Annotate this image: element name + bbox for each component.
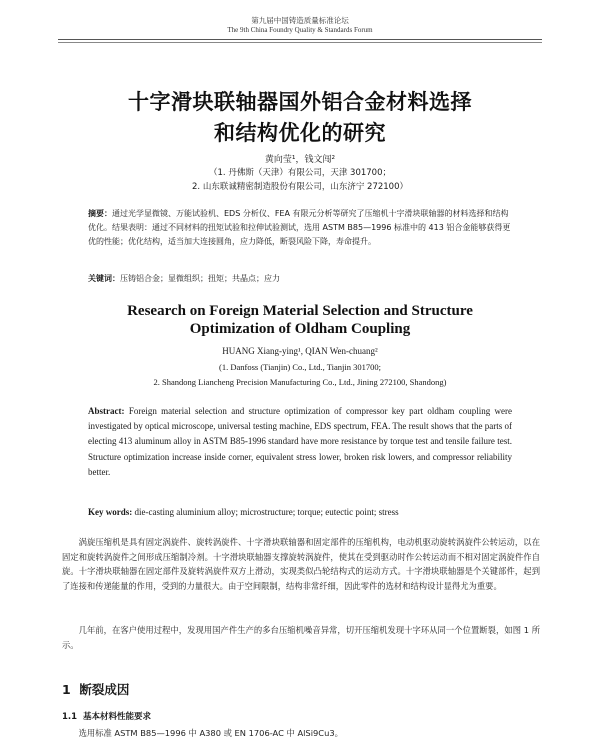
section-heading-1 (62, 680, 129, 698)
conference-title-en: The 9th China Foundry Quality & Standards Forum (227, 26, 373, 34)
abstract-zh-text: 通过光学显微镜、万能试验机、EDS 分析仪、FEA 有限元分析等研究了压缩机十字滑块联轴器的材料选择和结构优化。结果表明：通过不同材料的扭矩试验和拉伸试验测试，选用 ASTM B85—1996 标准中的 413 铝合金能够获得更优的性能；优化结构，适当加大连接圆角，应力降低，断裂风险下降，寿命提升。 (88, 209, 511, 246)
subsection-title: 基本材料性能要求 (82, 712, 151, 722)
title-zh-line2: 和结构优化的研究 (214, 121, 386, 145)
section-heading-1-1 (62, 710, 151, 722)
section-title: 断裂成因 (79, 682, 130, 697)
affiliation-en-1: (1. Danfoss (Tianjin) Co., Ltd., Tianjin 301700; (219, 362, 381, 372)
affiliation-en-2: 2. Shandong Liancheng Precision Manufacturing Co., Ltd., Jining 272100, Shandong) (153, 377, 447, 387)
affiliation-zh-2: 2. 山东联诚精密制造股份有限公司，山东济宁 272100） (192, 182, 408, 192)
keywords-zh-label: 关键词： (88, 274, 120, 283)
title-en-line2: Optimization of Oldham Coupling (189, 321, 411, 337)
affiliation-zh-1: （1. 丹佛斯（天津）有限公司，天津 301700； (209, 168, 391, 178)
keywords-zh-text: 压铸铝合金；显微组织；扭矩；共晶点；应力 (120, 274, 280, 283)
abstract-en-label: Abstract: (88, 406, 125, 416)
abstract-zh-label: 摘要： (88, 209, 112, 218)
subsection-number: 1.1 (62, 712, 78, 722)
abstract-zh (88, 207, 512, 249)
abstract-en-text: Foreign material selection and structure optimization of compressor key part oldham coupling were investigated by optical microscope, universal testing machine, EDS spectrum, FEA. The result shows that the parts of electing 413 aluminum alloy in ASTM B85-1996 standard have more resistance by torque test and tensile failure test. Structure optimization increase inside corner, equivalent stress lower, broken risk lowers, and compressor reliability better. (88, 406, 512, 477)
authors-en: HUANG Xiang-ying¹, QIAN Wen-chuang² (222, 346, 378, 356)
header-rule-thin (58, 42, 542, 43)
abstract-en (88, 404, 512, 480)
keywords-zh (88, 272, 512, 286)
title-en-line1: Research on Foreign Material Selection and Structure (127, 303, 473, 319)
conference-title-zh: 第九届中国铸造质量标准论坛 (251, 16, 349, 25)
keywords-en (88, 505, 512, 519)
keywords-en-label: Key words: (88, 507, 133, 517)
body-paragraph-1: 涡旋压缩机是具有固定涡旋件、旋转涡旋件、十字滑块联轴器和固定部件的压缩机构，电动机驱动旋转涡旋件公转运动，以在固定和旋转涡旋件之间形成压缩制冷剂。十字滑块联轴器支撑旋转涡旋件，使其在受到驱动时作公转运动而不相对固定涡旋件作自旋。十字滑块联轴器在固定部件及旋转涡旋件双方上滑动，实现类似凸轮结构式的运动方式。十字滑块联轴器是个关键部件，起到了连接和传递能量的作用，受到的力量很大。由于空间限制，结构非常纤细，因此零件的选材和结构设计显得尤为重要。 (62, 537, 540, 591)
title-zh-line1: 十字滑块联轴器国外铝合金材料选择 (128, 90, 472, 114)
body-last-line: 选用标准 ASTM B85—1996 中 A380 或 EN 1706-AC 中 AlSi9Cu3。 (78, 728, 343, 738)
section-number: 1 (62, 682, 71, 697)
keywords-en-text: die-casting aluminium alloy; microstructure; torque; eutectic point; stress (134, 507, 399, 517)
body-paragraph-2: 几年前，在客户使用过程中，发现用国产件生产的多台压缩机噪音异常，切开压缩机发现十字环从同一个位置断裂，如图 1 所示。 (62, 625, 540, 650)
authors-zh: 黄向莹¹，钱文闯² (264, 155, 336, 165)
header-rule (58, 39, 542, 40)
